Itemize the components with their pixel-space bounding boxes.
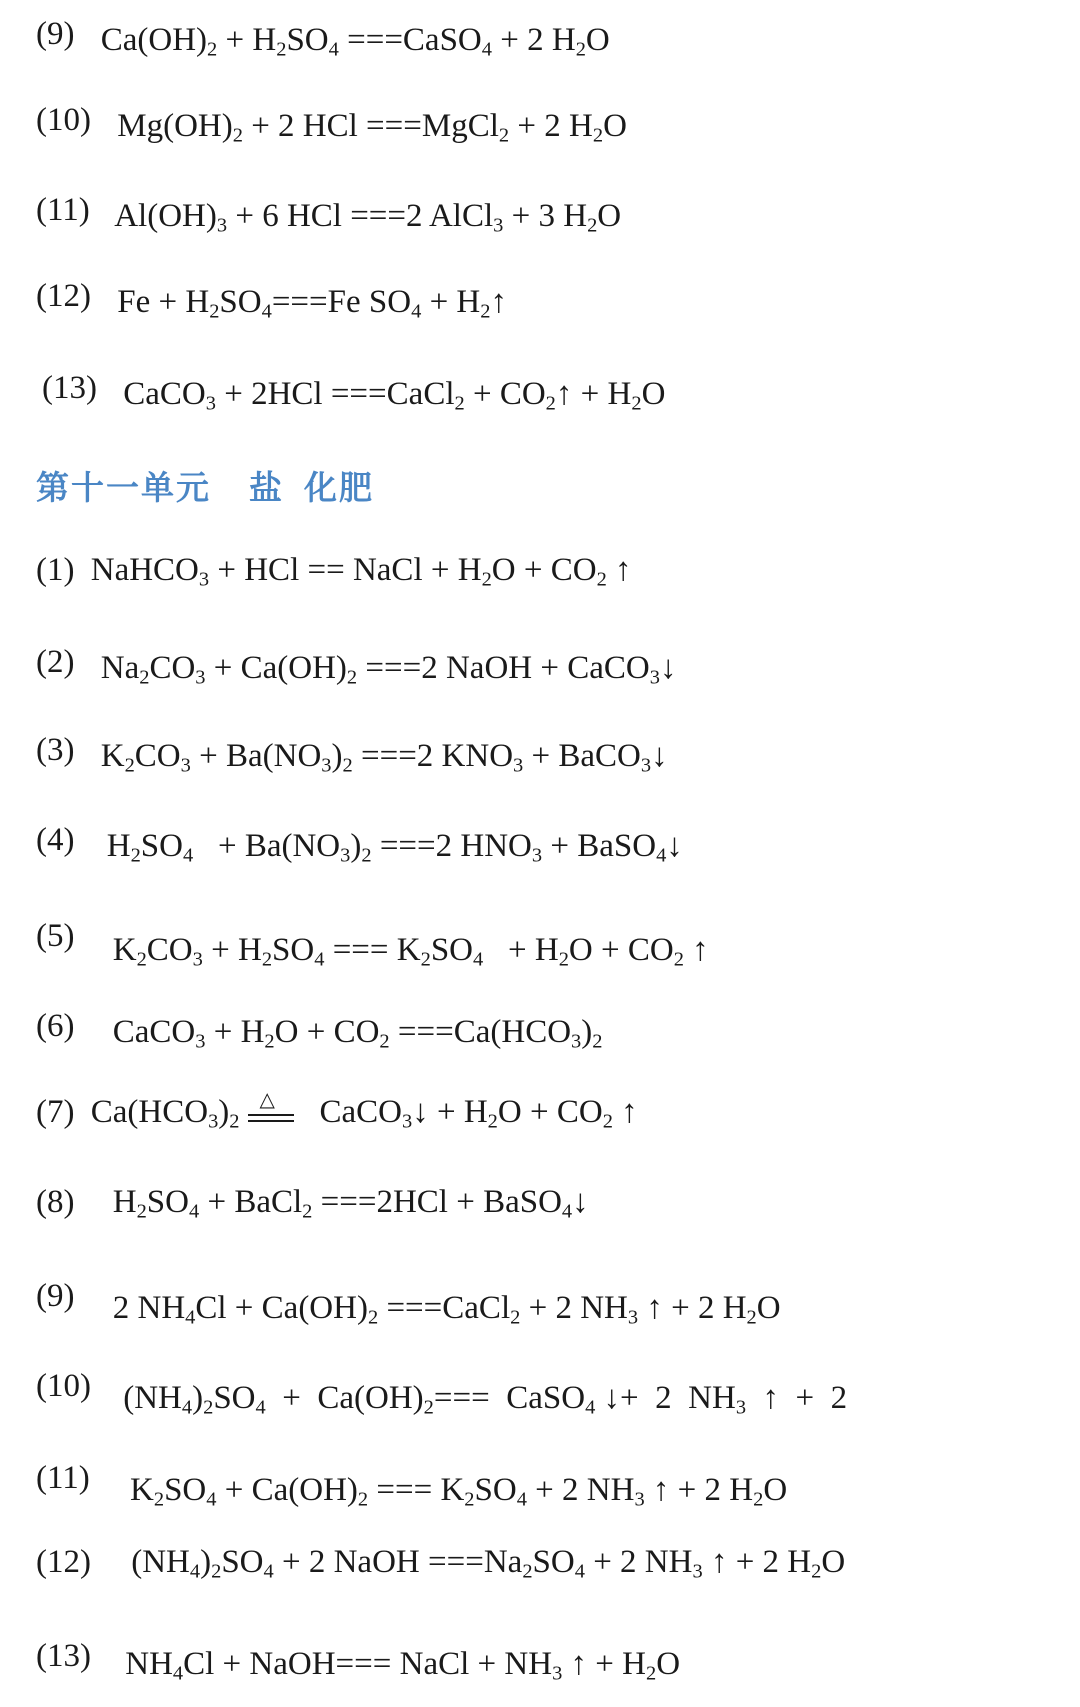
equation-row [36, 644, 677, 689]
equation-number: (12) [36, 278, 91, 314]
equation-row [42, 370, 666, 415]
equation-row [36, 102, 627, 147]
equation-number: (11) [36, 192, 90, 228]
equation-row [36, 552, 632, 591]
equation-row [36, 1460, 788, 1511]
equation-row [36, 1184, 589, 1223]
equation-row [36, 1089, 638, 1133]
equation-number: (6) [36, 1008, 75, 1044]
equation-text: CaCO$_3$ + $H_2O + CO_2 ===Ca(HCO_3)_2$ [112, 1014, 603, 1053]
equation-text: $Na_2CO_3 + Ca(OH)_2 ===2$ NaOH + CaCO$_3$↓ [100, 650, 677, 689]
equation-text: CaCO$_3$ + 2HCl ===CaCl$_2$ + $CO_2↑ + H_2O$ [123, 376, 666, 415]
equation-number: (8) [36, 1184, 75, 1220]
equation-row [36, 822, 683, 867]
equation-row [36, 1368, 848, 1419]
equation-number: (9) [36, 1278, 75, 1314]
equation-number: (9) [36, 16, 75, 52]
equation-number: (13) [36, 1638, 91, 1674]
equation-number: (5) [36, 918, 75, 954]
equation-number: (12) [36, 1544, 91, 1580]
equation-text: NaHCO$_3$ + HCl == NaCl + $H_2O + CO_2$ ↑ [90, 552, 632, 591]
equation-text: $Ca(OH)_2 + H_2SO_4$ ===CaSO$_4$ + 2 $H_2O$ [100, 22, 610, 61]
equation-number: (4) [36, 822, 75, 858]
equation-text: $NH_4Cl$ + NaOH=== NaCl + $NH_3$ ↑ + $H_2O$ [125, 1646, 681, 1685]
topic-fertilizer: 化肥 [304, 468, 374, 507]
equation-text: $Al(OH)_3 + 6$ HCl ===2 AlCl$_3$ + 3 $H_2O$ [114, 198, 622, 237]
equation-row [36, 732, 668, 777]
equation-text: $(NH_4)_2SO_4 + 2$ NaOH $===Na_2SO_4 + 2$ $NH_3$ ↑ + 2 $H_2O$ [131, 1544, 846, 1583]
equation-number: (13) [42, 370, 97, 406]
equation-row [36, 1638, 681, 1685]
equation-number: (3) [36, 732, 75, 768]
equation-row [36, 1278, 781, 1329]
equation-row [36, 192, 622, 237]
equation-row [36, 918, 709, 971]
equation-text: $H_2SO_4 + Ba(NO_3)_2 ===2$ $HNO_3$ + BaSO$_4$↓ [106, 828, 683, 867]
equation-text: $Ca(HCO_3)_2$ △ CaCO$_3$↓ + $H_2O + CO_2$ ↑ [90, 1089, 638, 1133]
topic-salt: 盐 [249, 468, 284, 507]
equation-number: (10) [36, 102, 91, 138]
equation-text: $K_2CO_3 + Ba(NO_3)_2 ===2$ $KNO_3$ + BaCO$_3$↓ [100, 738, 668, 777]
equation-text: $H_2SO_4$ + BaCl$_2$ ===2HCl + BaSO$_4$↓ [112, 1184, 589, 1223]
section-heading [36, 462, 374, 509]
equation-text: $Fe + H_2SO_4===Fe$ $SO_4$ + $H_2↑$ [117, 284, 507, 323]
equation-text: 2 $NH_4Cl + Ca(OH)_2$ ===CaCl$_2$ + 2 $NH_3$ ↑ + 2 $H_2O$ [112, 1290, 781, 1329]
equation-number: (7) [36, 1094, 75, 1130]
equation-text: $Mg(OH)_2 + 2$ HCl ===MgCl$_2$ + 2 $H_2O$ [117, 108, 627, 147]
equation-number: (10) [36, 1368, 91, 1404]
equation-row [36, 16, 610, 61]
equation-number: (1) [36, 552, 75, 588]
equation-number: (11) [36, 1460, 90, 1496]
equation-row [36, 1008, 603, 1053]
equation-number: (2) [36, 644, 75, 680]
equation-row [36, 278, 507, 323]
unit-title: 第十一单元 [36, 468, 211, 507]
equation-text: $K_2CO_3 + H_2SO_4$ === $K_2SO_4 + H_2O + CO_2$ ↑ [112, 932, 709, 971]
equation-row [36, 1544, 846, 1583]
equation-text: $K_2SO_4 + Ca(OH)_2$ === $K_2SO_4 + 2$ $NH_3$ ↑ + 2 $H_2O$ [130, 1472, 788, 1511]
equation-text: $(NH_4)_2SO_4 + Ca(OH)_2===$ CaSO$_4$ ↓+ 2 $NH_3$ ↑ + 2 [123, 1380, 848, 1419]
